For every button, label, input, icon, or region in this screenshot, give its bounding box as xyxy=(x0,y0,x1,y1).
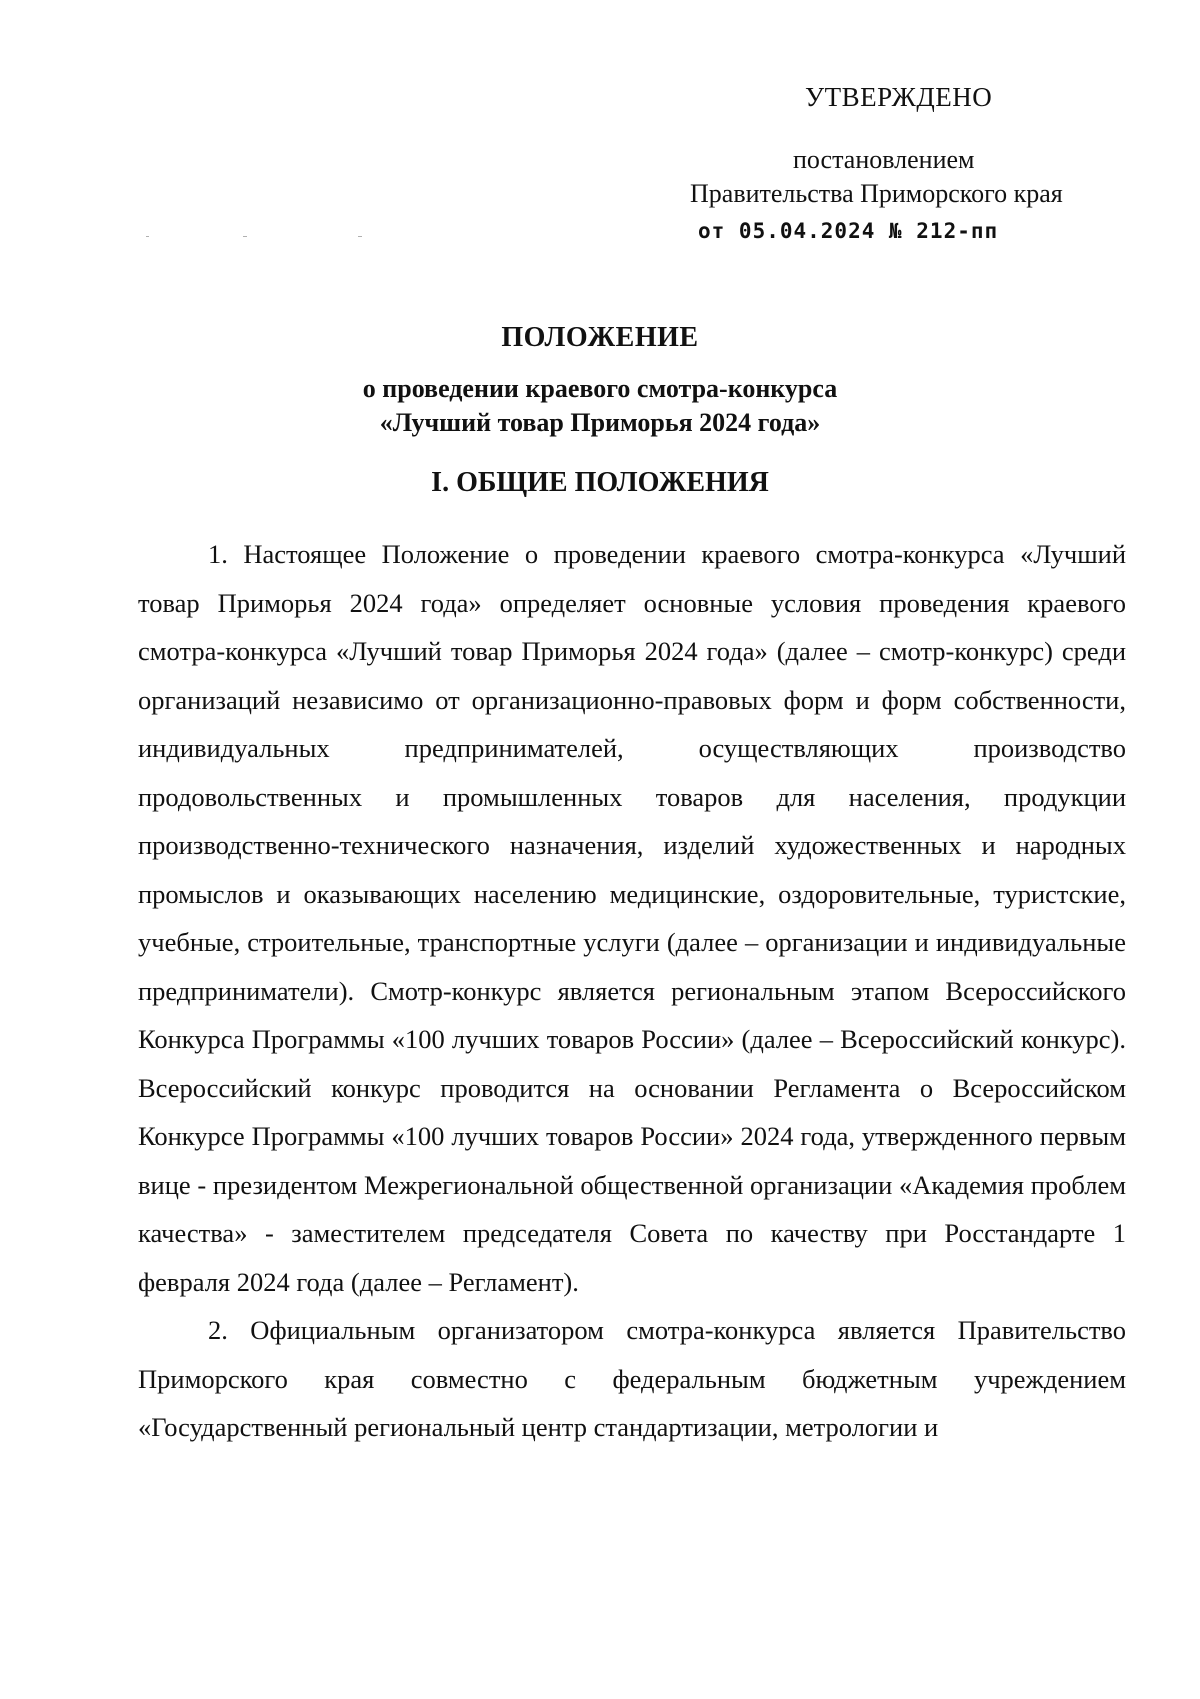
approval-decree-type: постановлением xyxy=(793,145,975,174)
section-title: I. ОБЩИЕ ПОЛОЖЕНИЯ xyxy=(431,467,769,498)
approval-stamp xyxy=(690,82,1110,243)
scan-artifact xyxy=(243,236,247,237)
paragraph-1: 1. Настоящее Положение о проведении краевого смотра-конкурса «Лучший товар Приморья 2024 года» определяет основные условия проведения краевого смотра-конкурса «Лучший товар Приморья 2024 года» (далее – смотр-конкурс) среди организаций независимо от организационно-правовых форм и форм собственности, индивидуальных предпринимателей, осуществляющих производство продовольственных и промышленных товаров для населения, продукции производственно-технического назначения, изделий художественных и народных промыслов и оказывающих населению медицинские, оздоровительные, туристские, учебные, строительные, транспортные услуги (далее – организации и индивидуальные предприниматели). Смотр-конкурс является региональным этапом Всероссийского Конкурса Программы «100 лучших товаров России» (далее – Всероссийский конкурс). Всероссийский конкурс проводится на основании Регламента о Всероссийском Конкурсе Программы «100 лучших товаров России» 2024 года, утвержденного первым вице - президентом Межрегиональной общественной организации «Академия проблем качества» - заместителем председателя Совета по качеству при Росстандарте 1 февраля 2024 года (далее – Регламент). xyxy=(138,539,1126,1297)
document-body xyxy=(138,530,1126,1452)
document-title: ПОЛОЖЕНИЕ xyxy=(501,322,699,353)
document-subtitle-line-1: о проведении краевого смотра-конкурса xyxy=(362,374,838,403)
approval-authority: Правительства Приморского края xyxy=(690,179,1063,208)
document-subtitle xyxy=(0,372,1200,440)
document-subtitle-line-2: «Лучший товар Приморья 2024 года» xyxy=(379,408,821,437)
decree-number: от 05.04.2024 № 212-пп xyxy=(698,219,999,243)
paragraph-2: 2. Официальным организатором смотра-конкурса является Правительство Приморского края совместно с федеральным бюджетным учреждением «Государственный региональный центр стандартизации, метрологии и xyxy=(138,1315,1126,1442)
scan-artifact xyxy=(146,236,149,237)
approved-label: УТВЕРЖДЕНО xyxy=(805,82,993,112)
scan-artifact xyxy=(358,236,362,237)
